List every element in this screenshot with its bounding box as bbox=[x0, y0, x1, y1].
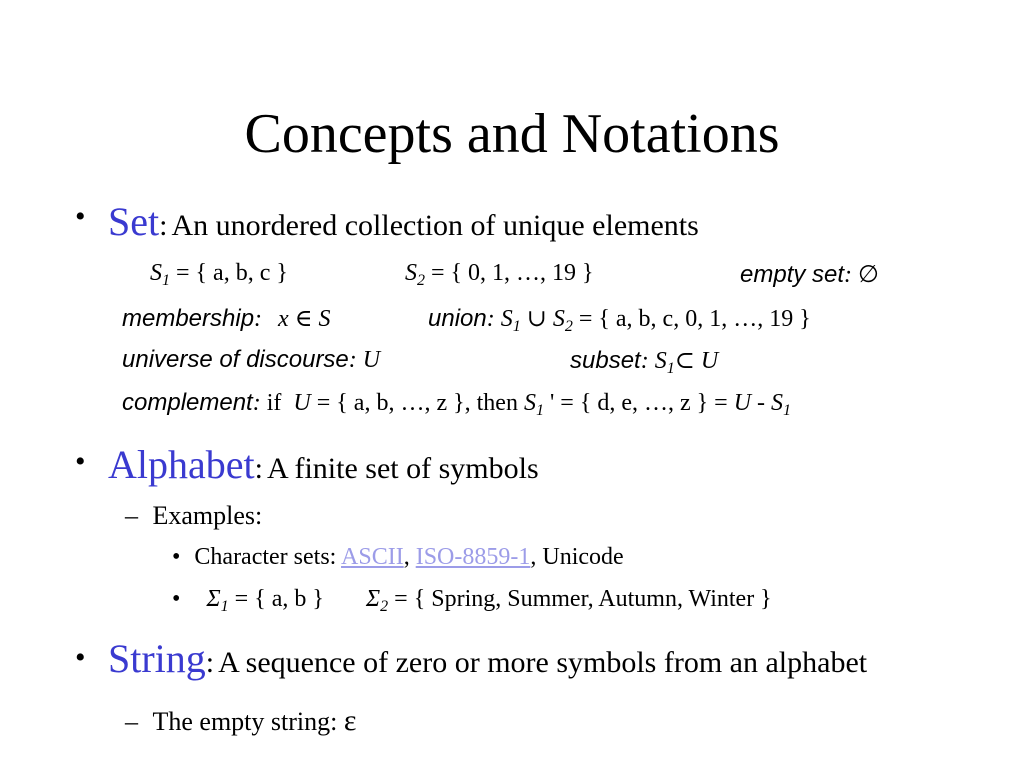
empty-string-item bbox=[125, 704, 356, 738]
universe bbox=[122, 346, 380, 374]
set-s1 bbox=[150, 260, 288, 290]
complement-colon: : bbox=[252, 390, 261, 416]
set-s2 bbox=[405, 260, 594, 290]
string-bullet bbox=[75, 641, 86, 675]
s1-symbol: S bbox=[150, 260, 162, 286]
epsilon-symbol: ε bbox=[343, 704, 357, 737]
sigma-item bbox=[172, 586, 772, 616]
sigma2-value: = { Spring, Summer, Autumn, Winter } bbox=[394, 586, 772, 612]
universe-label: universe of discourse bbox=[122, 346, 349, 373]
set-desc: An unordered collection of unique elements bbox=[171, 209, 699, 242]
s1-value: = { a, b, c } bbox=[176, 260, 288, 286]
union-operator: ∪ bbox=[526, 306, 547, 332]
empty-string-label: The empty string: bbox=[152, 707, 338, 736]
sigma1-symbol: Σ bbox=[206, 586, 221, 612]
ascii-link[interactable]: ASCII bbox=[341, 544, 404, 570]
charsets-rest: , Unicode bbox=[530, 544, 624, 570]
sigma2-sub: 2 bbox=[380, 598, 389, 615]
alphabet-bullet bbox=[75, 445, 86, 479]
subset-operator: ⊂ bbox=[674, 348, 695, 374]
universe-symbol: U bbox=[362, 347, 381, 373]
union-s2: S bbox=[552, 306, 565, 332]
charsets-item bbox=[172, 544, 624, 571]
universe-colon: : bbox=[348, 347, 357, 373]
comma: , bbox=[403, 544, 410, 570]
dash-marker: – bbox=[125, 707, 138, 736]
complement-mid: = { a, b, …, z }, then bbox=[316, 390, 518, 416]
empty-set bbox=[740, 260, 879, 289]
s2-value: = { 0, 1, …, 19 } bbox=[431, 260, 594, 286]
complement-sub: 1 bbox=[535, 402, 544, 419]
union bbox=[428, 304, 811, 336]
subset-u: U bbox=[700, 348, 719, 374]
complement-u2: U bbox=[733, 390, 752, 416]
union-s2-sub: 2 bbox=[564, 318, 573, 335]
bullet-small: • bbox=[172, 586, 181, 612]
charsets-prefix: Character sets: bbox=[194, 544, 337, 570]
bullet-dot: • bbox=[75, 200, 86, 233]
empty-set-symbol: ∅ bbox=[858, 262, 879, 288]
union-s1: S bbox=[500, 306, 513, 332]
sigma1-sub: 1 bbox=[220, 598, 229, 615]
string-heading bbox=[108, 635, 867, 682]
subset-colon: : bbox=[640, 348, 649, 374]
bullet-small: • bbox=[172, 544, 181, 570]
s2-symbol: S bbox=[405, 260, 417, 286]
iso-8859-1-link[interactable]: ISO-8859-1 bbox=[415, 544, 531, 570]
complement bbox=[122, 389, 791, 420]
complement-value: = { d, e, …, z } = bbox=[560, 390, 728, 416]
sigma2-symbol: Σ bbox=[365, 586, 381, 612]
string-colon: : bbox=[205, 646, 215, 679]
set-colon: : bbox=[159, 209, 168, 242]
bullet-dot: • bbox=[75, 445, 86, 478]
string-desc: A sequence of zero or more symbols from an alphabet bbox=[218, 646, 868, 679]
sigma1-value: = { a, b } bbox=[234, 586, 324, 612]
empty-set-colon: : bbox=[844, 262, 853, 288]
complement-if: if bbox=[266, 390, 282, 416]
complement-s2: S bbox=[771, 390, 784, 416]
complement-minus: - bbox=[757, 390, 766, 416]
union-value: = { a, b, c, 0, 1, …, 19 } bbox=[578, 306, 811, 332]
bullet-dot: • bbox=[75, 641, 86, 674]
alphabet-colon: : bbox=[254, 452, 263, 485]
set-bullet bbox=[75, 200, 86, 234]
empty-set-label: empty set bbox=[740, 261, 845, 288]
slide-title: Concepts and Notations bbox=[244, 103, 780, 165]
subset bbox=[570, 346, 718, 378]
membership-label: membership bbox=[122, 305, 255, 332]
string-term: String bbox=[108, 636, 206, 681]
membership-expr: x ∈ S bbox=[278, 306, 331, 332]
s1-subscript: 1 bbox=[162, 272, 170, 289]
complement-s: S bbox=[523, 390, 536, 416]
alphabet-desc: A finite set of symbols bbox=[266, 452, 539, 485]
membership bbox=[122, 304, 330, 333]
set-term: Set bbox=[108, 199, 160, 244]
alphabet-heading bbox=[108, 441, 539, 488]
alphabet-term: Alphabet bbox=[108, 442, 255, 487]
complement-sub2: 1 bbox=[783, 402, 792, 419]
s2-subscript: 2 bbox=[417, 272, 425, 289]
examples-label: Examples: bbox=[152, 501, 263, 530]
complement-prime: ' bbox=[549, 390, 555, 416]
complement-u: U bbox=[293, 390, 311, 416]
dash-marker: – bbox=[125, 501, 138, 530]
subset-s: S bbox=[654, 348, 667, 374]
complement-label: complement bbox=[122, 389, 253, 416]
membership-colon: : bbox=[254, 306, 263, 332]
union-label: union bbox=[428, 305, 487, 332]
subset-sub: 1 bbox=[666, 360, 675, 377]
union-colon: : bbox=[486, 306, 495, 332]
set-heading bbox=[108, 198, 699, 245]
union-s1-sub: 1 bbox=[512, 318, 521, 335]
examples-item bbox=[125, 501, 262, 531]
subset-label: subset bbox=[570, 347, 641, 374]
